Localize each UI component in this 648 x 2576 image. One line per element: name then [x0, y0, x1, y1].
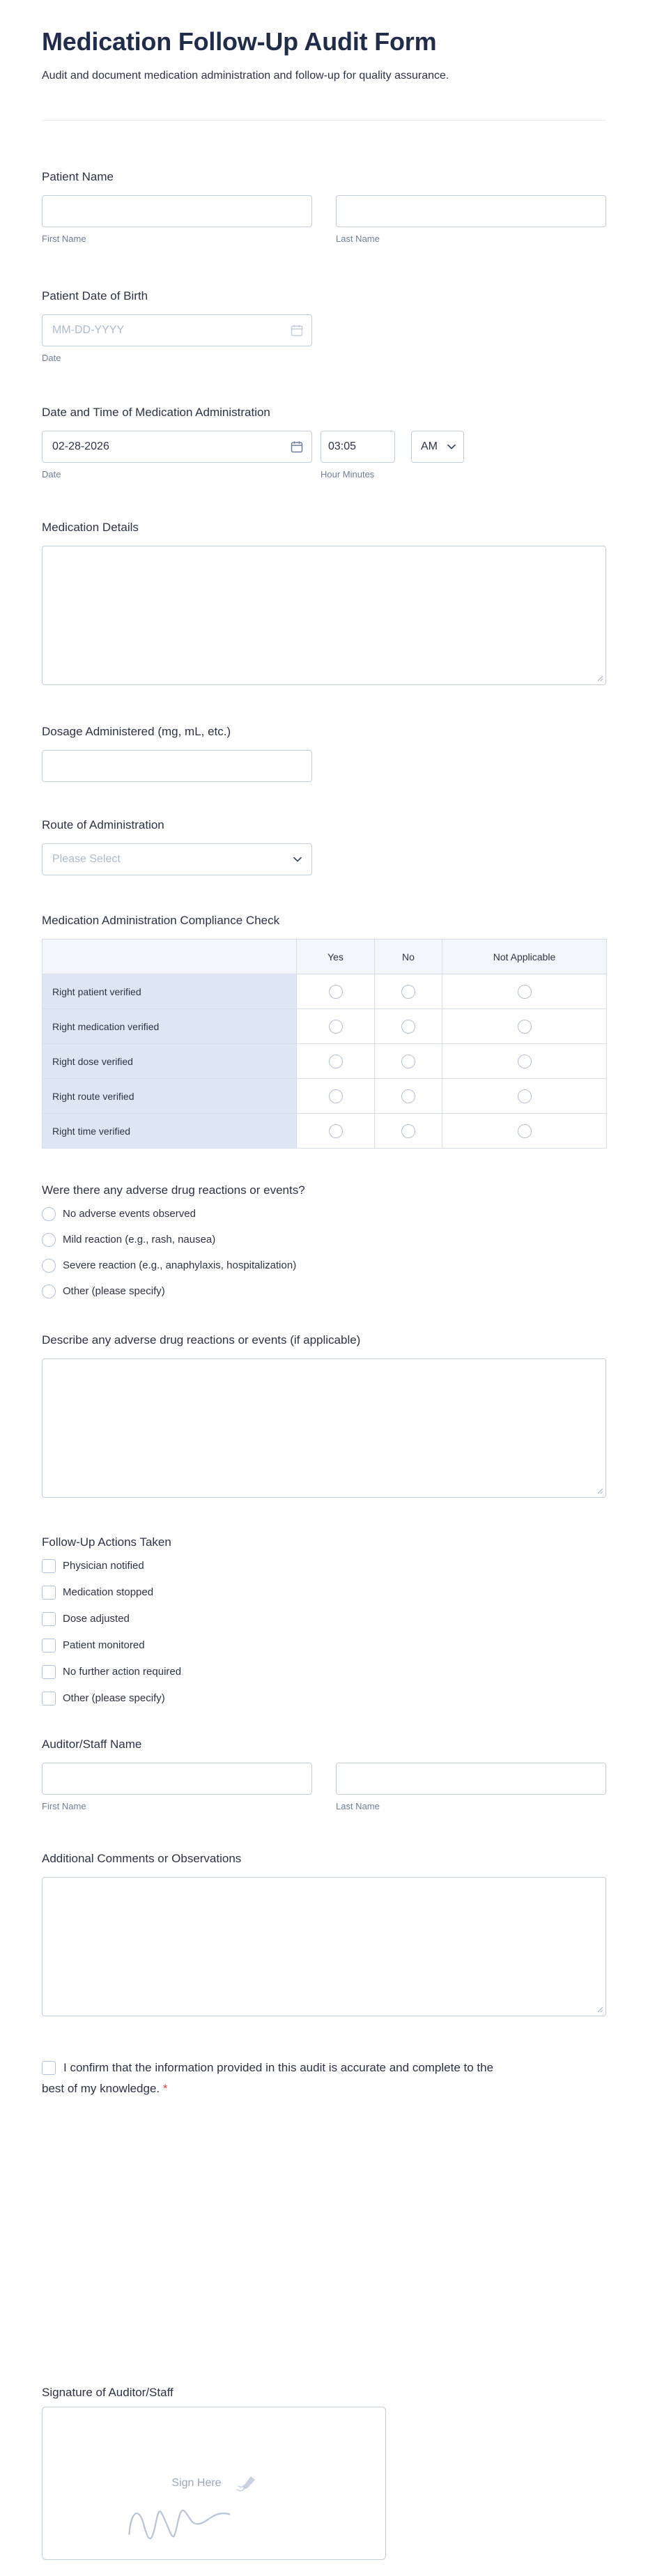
meridiem-select[interactable] [411, 431, 464, 463]
radio-yes[interactable] [329, 1089, 343, 1103]
form-header [42, 26, 606, 84]
signature-pad[interactable] [42, 2407, 386, 2560]
checkbox-option[interactable] [42, 1612, 606, 1626]
checkbox-box[interactable] [42, 1665, 56, 1679]
auditor-first-name-input[interactable] [42, 1763, 312, 1795]
radio-na[interactable] [518, 1020, 532, 1034]
patient-name-label: Patient Name [42, 170, 114, 183]
signature-stroke [121, 2478, 295, 2576]
dob-sublabel: Date [42, 353, 61, 363]
question-compliance [42, 912, 606, 1149]
table-row [43, 1044, 607, 1079]
question-dosage [42, 723, 606, 782]
row-label: Right time verified [43, 1114, 297, 1149]
patient-first-name-input[interactable] [42, 195, 312, 227]
route-label: Route of Administration [42, 818, 164, 831]
radio-circle[interactable] [42, 1259, 56, 1273]
question-admin-datetime [42, 404, 606, 480]
question-adverse-details [42, 1332, 606, 1498]
checkbox-box[interactable] [42, 1612, 56, 1626]
column-header-yes: Yes [297, 940, 375, 974]
confirmation-field[interactable] [42, 2057, 495, 2099]
admin-date-input[interactable] [42, 431, 312, 463]
question-route [42, 817, 606, 875]
confirmation-checkbox[interactable] [42, 2061, 56, 2075]
adverse-details-textarea[interactable] [42, 1358, 606, 1498]
auditor-name-label: Auditor/Staff Name [42, 1738, 142, 1751]
chevron-down-icon [293, 857, 302, 862]
resize-grip-icon[interactable] [597, 2007, 603, 2013]
radio-no[interactable] [401, 1020, 415, 1034]
checkbox-box[interactable] [42, 1586, 56, 1600]
radio-circle[interactable] [42, 1285, 56, 1298]
column-header-no: No [375, 940, 442, 974]
option-label: Other (please specify) [63, 1285, 165, 1297]
radio-no[interactable] [401, 1124, 415, 1138]
radio-na[interactable] [518, 1055, 532, 1068]
table-row [43, 1114, 607, 1149]
question-followup-actions [42, 1534, 606, 1705]
patient-last-name-sublabel: Last Name [336, 233, 380, 244]
radio-option[interactable] [42, 1233, 606, 1247]
checkbox-option[interactable] [42, 1639, 606, 1653]
row-label: Right patient verified [43, 974, 297, 1009]
radio-na[interactable] [518, 1124, 532, 1138]
radio-option[interactable] [42, 1285, 606, 1298]
compliance-label: Medication Administration Compliance Check [42, 914, 280, 927]
comments-textarea[interactable] [42, 1877, 606, 2016]
table-row [43, 974, 607, 1009]
table-row [43, 1009, 607, 1044]
question-dob [42, 288, 606, 364]
chevron-down-icon [447, 444, 456, 450]
option-label: Physician notified [63, 1560, 144, 1572]
radio-yes[interactable] [329, 1124, 343, 1138]
medication-details-label: Medication Details [42, 521, 139, 534]
question-auditor-name [42, 1736, 606, 1812]
column-header-na: Not Applicable [442, 940, 607, 974]
comments-label: Additional Comments or Observations [42, 1852, 242, 1865]
radio-na[interactable] [518, 1089, 532, 1103]
admin-date-sublabel: Date [42, 469, 61, 480]
adverse-details-label: Describe any adverse drug reactions or events (if applicable) [42, 1333, 361, 1347]
corner-cell [43, 940, 297, 974]
radio-option[interactable] [42, 1259, 606, 1273]
checkbox-option[interactable] [42, 1665, 606, 1679]
checkbox-box[interactable] [42, 1559, 56, 1573]
medication-details-textarea[interactable] [42, 546, 606, 685]
option-label: Dose adjusted [63, 1613, 130, 1625]
row-label: Right dose verified [43, 1044, 297, 1079]
auditor-last-name-sublabel: Last Name [336, 1801, 380, 1811]
followup-actions-label: Follow-Up Actions Taken [42, 1535, 171, 1549]
patient-first-name-sublabel: First Name [42, 233, 86, 244]
table-header-row [43, 940, 607, 974]
admin-time-input[interactable] [321, 431, 395, 463]
auditor-last-name-input[interactable] [336, 1763, 606, 1795]
radio-yes[interactable] [329, 1020, 343, 1034]
checkbox-option[interactable] [42, 1692, 606, 1705]
route-select-placeholder: Please Select [52, 853, 121, 865]
checkbox-box[interactable] [42, 1639, 56, 1653]
patient-last-name-input[interactable] [336, 195, 606, 227]
resize-grip-icon[interactable] [597, 675, 603, 682]
signature-label: Signature of Auditor/Staff [42, 2386, 173, 2399]
page-subtitle: Audit and document medication administration and follow-up for quality assurance. [42, 70, 449, 82]
option-label: Other (please specify) [63, 1692, 165, 1704]
option-label: No further action required [63, 1666, 182, 1678]
admin-datetime-label: Date and Time of Medication Administration [42, 406, 270, 419]
option-label: Patient monitored [63, 1639, 145, 1651]
compliance-table [42, 939, 607, 1149]
resize-grip-icon[interactable] [597, 1488, 603, 1494]
radio-no[interactable] [401, 1055, 415, 1068]
row-label: Right route verified [43, 1079, 297, 1114]
option-label: No adverse events observed [63, 1208, 196, 1220]
meridiem-value: AM [421, 440, 438, 452]
radio-no[interactable] [401, 1089, 415, 1103]
admin-time-sublabel: Hour Minutes [321, 469, 375, 480]
row-label: Right medication verified [43, 1009, 297, 1044]
adverse-reactions-label: Were there any adverse drug reactions or events? [42, 1183, 305, 1197]
question-patient-name [42, 169, 606, 245]
calendar-icon[interactable] [291, 440, 303, 453]
checkbox-option[interactable] [42, 1559, 606, 1573]
required-asterisk: * [162, 2082, 168, 2095]
route-select[interactable] [42, 843, 312, 875]
calendar-icon[interactable] [291, 324, 303, 337]
radio-na[interactable] [518, 985, 532, 999]
checkbox-option[interactable] [42, 1586, 606, 1600]
radio-yes[interactable] [329, 1055, 343, 1068]
radio-circle[interactable] [42, 1207, 56, 1221]
page-title: Medication Follow-Up Audit Form [42, 27, 437, 56]
dosage-input[interactable] [42, 750, 312, 782]
radio-option[interactable] [42, 1207, 606, 1221]
dob-label: Patient Date of Birth [42, 289, 148, 302]
table-row [43, 1079, 607, 1114]
auditor-first-name-sublabel: First Name [42, 1801, 86, 1811]
question-adverse-reactions [42, 1182, 606, 1298]
question-medication-details [42, 519, 606, 685]
header-divider [42, 120, 606, 121]
radio-circle[interactable] [42, 1233, 56, 1247]
option-label: Mild reaction (e.g., rash, nausea) [63, 1234, 216, 1245]
option-label: Severe reaction (e.g., anaphylaxis, hospitalization) [63, 1259, 297, 1271]
confirmation-text: I confirm that the information provided in this audit is accurate and complete to the best of my knowledge. [42, 2061, 494, 2095]
question-comments [42, 1850, 606, 2016]
radio-yes[interactable] [329, 985, 343, 999]
radio-no[interactable] [401, 985, 415, 999]
question-signature [42, 2384, 386, 2560]
checkbox-box[interactable] [42, 1692, 56, 1705]
dob-input[interactable] [42, 314, 312, 346]
option-label: Medication stopped [63, 1586, 154, 1598]
sign-here-text: Sign Here [171, 2477, 222, 2489]
dosage-label: Dosage Administered (mg, mL, etc.) [42, 725, 231, 738]
